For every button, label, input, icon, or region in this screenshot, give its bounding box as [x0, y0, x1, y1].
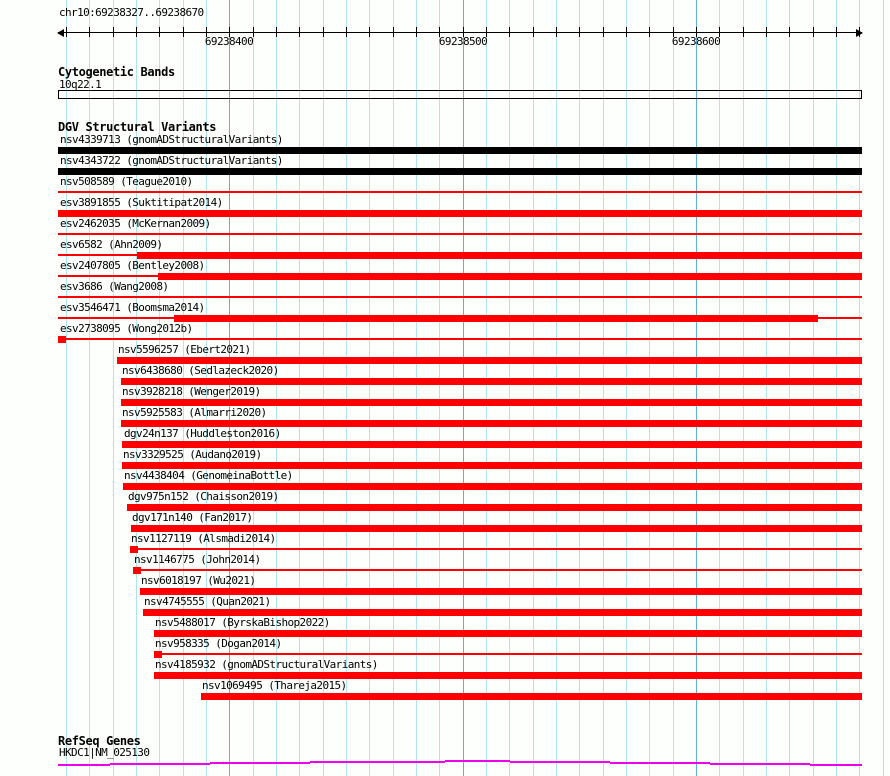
variant-label[interactable]: nsv4185932 (gnomADStructuralVariants): [155, 658, 378, 671]
ruler-tick: [579, 27, 580, 37]
variant-bar-segment[interactable]: [58, 233, 862, 235]
variant-label[interactable]: nsv5596257 (Ebert2021): [118, 343, 251, 356]
gridline-minor: [673, 0, 674, 776]
ruler-tick: [603, 27, 604, 37]
variant-bar-segment[interactable]: [121, 378, 862, 385]
cytoband-label: 10q22.1: [59, 78, 102, 91]
variant-bar-segment[interactable]: [122, 462, 862, 469]
variant-bar-segment[interactable]: [201, 693, 862, 700]
gridline-major: [463, 0, 464, 776]
gene-line-segment[interactable]: [310, 761, 445, 763]
variant-bar-segment[interactable]: [117, 357, 862, 364]
variant-bar-segment[interactable]: [158, 273, 862, 280]
gridline-minor: [766, 0, 767, 776]
ruler-tick: [813, 27, 814, 37]
ruler-tick: [369, 27, 370, 37]
ruler-tick: [743, 27, 744, 37]
ruler-tick: [66, 27, 67, 37]
gridline-minor: [486, 0, 487, 776]
variant-label[interactable]: nsv1127119 (Alsmadi2014): [131, 532, 276, 545]
variant-bar-segment[interactable]: [58, 275, 158, 277]
variant-bar-segment[interactable]: [818, 317, 862, 319]
ruler-tick: [836, 27, 837, 37]
gene-line-segment[interactable]: [58, 764, 110, 766]
ruler-tick: [276, 27, 277, 37]
gridline-minor: [626, 0, 627, 776]
ruler-tick: [159, 27, 160, 37]
variant-bar-segment[interactable]: [133, 567, 141, 574]
variant-bar-segment[interactable]: [137, 252, 862, 259]
variant-label[interactable]: nsv3329525 (Audano2019): [123, 448, 262, 461]
ruler-tick: [416, 27, 417, 37]
gridline-minor: [89, 0, 90, 776]
variant-bar-segment[interactable]: [162, 653, 862, 655]
variant-bar-segment[interactable]: [58, 191, 862, 193]
gridline-minor: [813, 0, 814, 776]
variant-bar-segment[interactable]: [58, 296, 862, 298]
variant-bar-segment[interactable]: [130, 546, 138, 553]
gridline-minor: [789, 0, 790, 776]
region-label: chr10:69238327..69238670: [59, 6, 204, 19]
variant-bar-segment[interactable]: [131, 525, 862, 532]
dgv-structural-variants-title: DGV Structural Variants: [58, 120, 217, 134]
ruler-tick: [626, 27, 627, 37]
gene-line-segment[interactable]: [710, 763, 810, 765]
gridline-minor: [743, 0, 744, 776]
ruler-tick: [766, 27, 767, 37]
variant-bar-segment[interactable]: [58, 147, 862, 154]
variant-label[interactable]: dgv24n137 (Huddleston2016): [124, 427, 281, 440]
variant-label[interactable]: esv3686 (Wang2008): [60, 280, 169, 293]
variant-bar-segment[interactable]: [138, 548, 862, 550]
ruler-tick-label: 69238400: [204, 35, 254, 48]
variant-label[interactable]: dgv975n152 (Chaisson2019): [128, 490, 279, 503]
ruler-tick: [789, 27, 790, 37]
variant-label[interactable]: nsv6438680 (Sedlazeck2020): [122, 364, 279, 377]
gene-name-label: HKDC1|NM_025130: [59, 746, 150, 759]
gene-line-segment[interactable]: [510, 761, 610, 763]
gridline-minor: [649, 0, 650, 776]
variant-bar-segment[interactable]: [154, 651, 162, 658]
variant-label[interactable]: nsv4745555 (Quan2021): [144, 595, 271, 608]
gridline-minor: [883, 0, 884, 776]
variant-bar-segment[interactable]: [58, 168, 862, 175]
variant-label[interactable]: nsv4438404 (GenomeinaBottle): [124, 469, 293, 482]
ruler-tick: [136, 27, 137, 37]
ruler-tick: [323, 27, 324, 37]
variant-bar-segment[interactable]: [66, 338, 862, 340]
ruler-axis-line[interactable]: [58, 32, 862, 33]
variant-bar-segment[interactable]: [58, 317, 174, 319]
gridline-minor: [393, 0, 394, 776]
variant-bar-segment[interactable]: [58, 254, 137, 256]
gridline-minor: [509, 0, 510, 776]
cytoband-box[interactable]: [58, 90, 862, 99]
variant-bar-segment[interactable]: [143, 609, 862, 616]
variant-bar-segment[interactable]: [127, 504, 862, 511]
ruler-tick: [556, 27, 557, 37]
variant-label[interactable]: esv2462035 (McKernan2009): [60, 217, 211, 230]
gridline-minor: [719, 0, 720, 776]
variant-label[interactable]: nsv3928218 (Wenger2019): [122, 385, 261, 398]
ruler-tick: [299, 27, 300, 37]
variant-bar-segment[interactable]: [58, 210, 862, 217]
ruler-tick: [533, 27, 534, 37]
ruler-tick: [183, 27, 184, 37]
ruler-tick: [346, 27, 347, 37]
variant-bar-segment[interactable]: [154, 672, 862, 679]
gridline-minor: [556, 0, 557, 776]
cytogenetic-bands-title: Cytogenetic Bands: [58, 65, 175, 79]
gene-line-segment[interactable]: [445, 760, 510, 762]
gridline-minor: [533, 0, 534, 776]
variant-label[interactable]: nsv508589 (Teague2010): [60, 175, 193, 188]
gridline-major: [696, 0, 697, 776]
ruler-tick: [649, 27, 650, 37]
variant-bar-segment[interactable]: [123, 483, 862, 490]
variant-bar-segment[interactable]: [58, 336, 66, 343]
variant-label[interactable]: nsv5488017 (ByrskaBishop2022): [155, 616, 330, 629]
gene-line-segment[interactable]: [810, 764, 862, 766]
variant-label[interactable]: nsv1146775 (John2014): [134, 553, 261, 566]
variant-bar-segment[interactable]: [122, 441, 862, 448]
ruler-tick: [113, 27, 114, 37]
variant-label[interactable]: nsv4343722 (gnomADStructuralVariants): [60, 154, 283, 167]
ruler-tick: [393, 27, 394, 37]
variant-bar-segment[interactable]: [121, 399, 862, 406]
gene-line-segment[interactable]: [610, 762, 710, 764]
variant-label[interactable]: esv3891855 (Suktitipat2014): [60, 196, 223, 209]
variant-label[interactable]: esv2407805 (Bentley2008): [60, 259, 205, 272]
gridline-minor: [836, 0, 837, 776]
gene-line-segment[interactable]: [210, 762, 310, 764]
ruler-tick: [89, 27, 90, 37]
variant-label[interactable]: nsv4339713 (gnomADStructuralVariants): [60, 133, 283, 146]
variant-label[interactable]: esv6582 (Ahn2009): [60, 238, 163, 251]
variant-bar-segment[interactable]: [121, 420, 862, 427]
variant-label[interactable]: esv3546471 (Boomsma2014): [60, 301, 205, 314]
gene-line-segment[interactable]: [110, 763, 210, 765]
gridline-minor: [859, 0, 860, 776]
ruler-arrow-left-icon: [57, 29, 64, 37]
variant-label[interactable]: nsv5925583 (Almarri2020): [122, 406, 267, 419]
ruler-tick: [859, 27, 860, 37]
gridline-minor: [579, 0, 580, 776]
variant-bar-segment[interactable]: [174, 315, 818, 322]
variant-bar-segment[interactable]: [140, 588, 862, 595]
gridline-minor: [66, 0, 67, 776]
gridline-minor: [416, 0, 417, 776]
gridline-minor: [603, 0, 604, 776]
variant-label[interactable]: esv2738095 (Wong2012b): [60, 322, 193, 335]
variant-label[interactable]: dgv171n140 (Fan2017): [132, 511, 253, 524]
variant-label[interactable]: nsv958335 (Dogan2014): [155, 637, 282, 650]
variant-label[interactable]: nsv1069495 (Thareja2015): [202, 679, 347, 692]
ruler-tick-label: 69238600: [671, 35, 721, 48]
ruler-tick: [509, 27, 510, 37]
gridline-minor: [439, 0, 440, 776]
variant-bar-segment[interactable]: [154, 630, 862, 637]
gridline-minor: [113, 0, 114, 776]
ruler-tick-label: 69238500: [438, 35, 488, 48]
variant-bar-segment[interactable]: [141, 569, 862, 571]
variant-label[interactable]: nsv6018197 (Wu2021): [141, 574, 256, 587]
refseq-genes-title: RefSeq Genes: [58, 734, 141, 748]
